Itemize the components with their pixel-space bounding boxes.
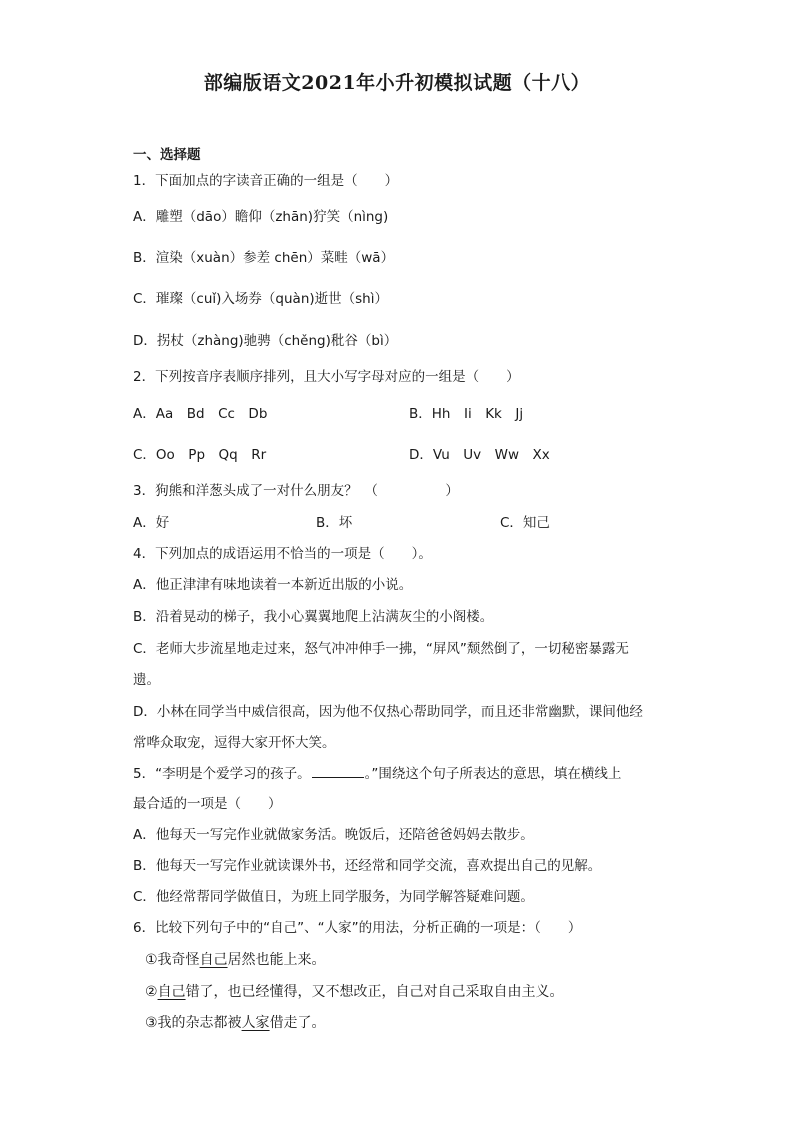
sentence-2-post: 错了，也已经懂得，又不想改正，自己对自己采取自由主义。 xyxy=(185,984,564,1000)
question-3-option-a: A．好 xyxy=(133,515,170,531)
sentence-2-pre: ② xyxy=(145,984,158,1000)
question-6-sentence-2 xyxy=(145,983,564,1001)
question-2-stem: 2．下列按音序表顺序排列，且大小写字母对应的一组是（ ） xyxy=(133,369,520,385)
question-5-stem-post: 。”围绕这个句子所表达的意思，填在横线上 xyxy=(364,766,622,782)
sentence-1-underlined: 自己 xyxy=(199,952,228,968)
question-4-option-a: A．他正津津有味地读着一本新近出版的小说。 xyxy=(133,577,413,593)
question-5-stem-line2: 最合适的一项是（ ） xyxy=(133,796,282,812)
answer-blank xyxy=(312,765,364,778)
sentence-3-underlined: 人家 xyxy=(241,1015,270,1031)
page-title: 部编版语文2021年小升初模拟试题（十八） xyxy=(203,72,591,94)
sentence-1-post: 居然也能上来。 xyxy=(227,952,326,968)
question-6-sentence-1 xyxy=(145,951,326,969)
sentence-3-post: 借走了。 xyxy=(269,1015,326,1031)
question-3-option-c: C．知己 xyxy=(500,515,550,531)
sentence-3-pre: ③我的杂志都被 xyxy=(145,1015,242,1031)
question-3-stem: 3．狗熊和洋葱头成了一对什么朋友？ （ ） xyxy=(133,483,459,499)
question-3-option-b: B．坏 xyxy=(316,515,353,531)
question-4-option-c-line2: 遗。 xyxy=(133,672,160,688)
question-1-option-a: A．雕塑（dāo）瞻仰（zhān)狞笑（nìng) xyxy=(133,209,389,225)
sentence-2-underlined: 自己 xyxy=(157,984,186,1000)
question-4-option-c-line1: C．老师大步流星地走过来，怒气冲冲伸手一拂，“屏风”颓然倒了，一切秘密暴露无 xyxy=(133,641,629,657)
question-1-option-d: D．拐杖（zhàng)驰骋（chěng)秕谷（bì） xyxy=(133,333,398,349)
question-5-stem xyxy=(133,765,621,783)
question-2-option-b: B．Hh Ii Kk Jj xyxy=(409,406,524,422)
question-2-option-c: C．Oo Pp Qq Rr xyxy=(133,447,267,463)
question-5-option-b: B．他每天一写完作业就读课外书，还经常和同学交流，喜欢提出自己的见解。 xyxy=(133,858,602,874)
question-1-stem: 1．下面加点的字读音正确的一组是（ ） xyxy=(133,173,399,189)
question-4-option-b: B．沿着晃动的梯子，我小心翼翼地爬上沾满灰尘的小阁楼。 xyxy=(133,609,494,625)
question-4-stem: 4．下列加点的成语运用不恰当的一项是（ ）。 xyxy=(133,546,432,562)
question-2-option-a: A．Aa Bd Cc Db xyxy=(133,406,268,422)
question-6-stem: 6．比较下列句子中的“自己”、“人家”的用法，分析正确的一项是：（ ） xyxy=(133,920,582,936)
question-5-stem-pre: 5．“李明是个爱学习的孩子。 xyxy=(133,766,311,782)
question-5-option-a: A．他每天一写完作业就做家务活。晚饭后，还陪爸爸妈妈去散步。 xyxy=(133,827,534,843)
question-1-option-b: B．渲染（xuàn）参差 chēn）菜畦（wā） xyxy=(133,250,395,266)
question-6-sentence-3 xyxy=(145,1014,326,1032)
question-2-option-d: D．Vu Uv Ww Xx xyxy=(409,447,550,463)
sentence-1-pre: ①我奇怪 xyxy=(145,952,200,968)
question-5-option-c: C．他经常帮同学做值日，为班上同学服务，为同学解答疑难问题。 xyxy=(133,889,534,905)
question-4-option-d-line2: 常哗众取宠，逗得大家开怀大笑。 xyxy=(133,735,336,751)
section-heading: 一、选择题 xyxy=(133,147,201,163)
question-4-option-d-line1: D．小林在同学当中威信很高，因为他不仅热心帮助同学，而且还非常幽默，课间他经 xyxy=(133,704,643,720)
question-1-option-c: C．璀璨（cuǐ)入场券（quàn)逝世（shì） xyxy=(133,291,388,307)
